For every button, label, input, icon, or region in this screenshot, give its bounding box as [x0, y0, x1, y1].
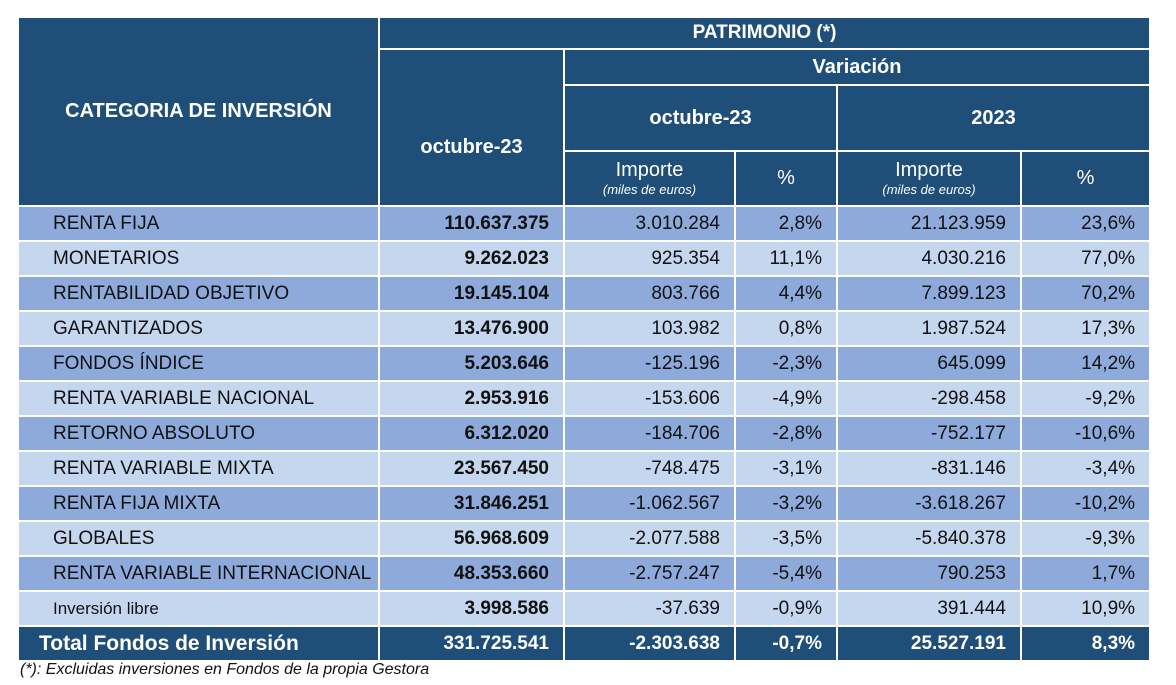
- year-importe-cell: -3.618.267: [837, 486, 1021, 521]
- variacion-header: Variación: [564, 49, 1150, 85]
- month-pct-cell: -4,9%: [735, 381, 837, 416]
- pct-label: %: [777, 167, 795, 189]
- month-pct-cell: -2,3%: [735, 346, 837, 381]
- total-category-cell: Total Fondos de Inversión: [18, 626, 379, 661]
- importe-unit-label: (miles de euros): [882, 181, 976, 197]
- category-cell: GARANTIZADOS: [18, 311, 379, 346]
- table-row: [18, 346, 1150, 381]
- year-importe-cell: 7.899.123: [837, 276, 1021, 311]
- variation-year-header: 2023: [837, 85, 1150, 151]
- month-importe-cell: 3.010.284: [564, 206, 735, 241]
- month-importe-cell: -1.062.567: [564, 486, 735, 521]
- table-row: [18, 521, 1150, 556]
- table-row: [18, 276, 1150, 311]
- year-pct-cell: -10,2%: [1021, 486, 1150, 521]
- pct-label: %: [1076, 167, 1095, 189]
- total-month-importe-cell: -2.303.638: [564, 626, 735, 661]
- year-pct-cell: 77,0%: [1021, 241, 1150, 276]
- category-cell: RENTA VARIABLE INTERNACIONAL: [18, 556, 379, 591]
- footnote: (*): Excluidas inversiones en Fondos de la propia Gestora: [20, 661, 430, 678]
- year-pct-cell: 23,6%: [1021, 206, 1150, 241]
- month-importe-cell: 103.982: [564, 311, 735, 346]
- month-pct-cell: -3,5%: [735, 521, 837, 556]
- year-importe-cell: -5.840.378: [837, 521, 1021, 556]
- year-pct-cell: -9,2%: [1021, 381, 1150, 416]
- month-importe-cell: -153.606: [564, 381, 735, 416]
- category-cell: RENTA FIJA MIXTA: [18, 486, 379, 521]
- table-row: [18, 206, 1150, 241]
- patrimonio-cell: 3.998.586: [379, 591, 564, 626]
- year-importe-cell: -752.177: [837, 416, 1021, 451]
- total-row: [18, 626, 1150, 661]
- month-importe-cell: -125.196: [564, 346, 735, 381]
- year-importe-cell: 790.253: [837, 556, 1021, 591]
- month-pct-cell: -2,8%: [735, 416, 837, 451]
- year-importe-cell: -831.146: [837, 451, 1021, 486]
- year-importe-cell: 645.099: [837, 346, 1021, 381]
- table-row: [18, 311, 1150, 346]
- importe-label: Importe: [895, 158, 963, 181]
- year-importe-cell: 1.987.524: [837, 311, 1021, 346]
- total-year-importe-cell: 25.527.191: [837, 626, 1021, 661]
- month-importe-cell: -2.077.588: [564, 521, 735, 556]
- category-cell: RENTA VARIABLE NACIONAL: [18, 381, 379, 416]
- patrimonio-header: PATRIMONIO (*): [379, 17, 1150, 49]
- table-row: [18, 416, 1150, 451]
- year-pct-cell: -9,3%: [1021, 521, 1150, 556]
- year-importe-cell: 21.123.959: [837, 206, 1021, 241]
- table-row: [18, 381, 1150, 416]
- month-importe-cell: -37.639: [564, 591, 735, 626]
- total-patrimonio-cell: 331.725.541: [379, 626, 564, 661]
- patrimonio-cell: 5.203.646: [379, 346, 564, 381]
- fund-table-container: [17, 16, 1149, 662]
- patrimonio-cell: 23.567.450: [379, 451, 564, 486]
- total-year-pct-cell: 8,3%: [1021, 626, 1150, 661]
- variation-month-header: octubre-23: [564, 85, 837, 151]
- category-cell: GLOBALES: [18, 521, 379, 556]
- year-importe-cell: 4.030.216: [837, 241, 1021, 276]
- month-importe-cell: 803.766: [564, 276, 735, 311]
- month-pct-cell: -3,1%: [735, 451, 837, 486]
- category-cell: RENTABILIDAD OBJETIVO: [18, 276, 379, 311]
- importe-unit-label: (miles de euros): [602, 181, 697, 197]
- category-column-header: CATEGORIA DE INVERSIÓN: [18, 17, 379, 206]
- month-importe-header: [564, 151, 735, 206]
- investment-funds-table: [17, 16, 1151, 662]
- year-pct-cell: 17,3%: [1021, 311, 1150, 346]
- month-pct-cell: -3,2%: [735, 486, 837, 521]
- patrimonio-cell: 56.968.609: [379, 521, 564, 556]
- patrimonio-cell: 31.846.251: [379, 486, 564, 521]
- table-row: [18, 556, 1150, 591]
- year-pct-cell: 14,2%: [1021, 346, 1150, 381]
- category-cell: RENTA VARIABLE MIXTA: [18, 451, 379, 486]
- category-cell: RENTA FIJA: [18, 206, 379, 241]
- table-row: [18, 451, 1150, 486]
- year-pct-cell: -3,4%: [1021, 451, 1150, 486]
- month-patrimonio-header: octubre-23: [379, 49, 564, 206]
- month-pct-header: [735, 151, 837, 206]
- patrimonio-cell: 19.145.104: [379, 276, 564, 311]
- category-cell: FONDOS ÍNDICE: [18, 346, 379, 381]
- patrimonio-cell: 2.953.916: [379, 381, 564, 416]
- importe-label: Importe: [615, 158, 684, 181]
- year-pct-header: [1021, 151, 1150, 206]
- month-importe-cell: -748.475: [564, 451, 735, 486]
- patrimonio-cell: 13.476.900: [379, 311, 564, 346]
- year-importe-cell: 391.444: [837, 591, 1021, 626]
- month-pct-cell: 0,8%: [735, 311, 837, 346]
- category-cell: MONETARIOS: [18, 241, 379, 276]
- total-month-pct-cell: -0,7%: [735, 626, 837, 661]
- month-pct-cell: 11,1%: [735, 241, 837, 276]
- table-row: [18, 591, 1150, 626]
- patrimonio-cell: 48.353.660: [379, 556, 564, 591]
- year-pct-cell: 10,9%: [1021, 591, 1150, 626]
- category-cell: Inversión libre: [18, 591, 379, 626]
- year-pct-cell: -10,6%: [1021, 416, 1150, 451]
- month-importe-cell: 925.354: [564, 241, 735, 276]
- month-pct-cell: -5,4%: [735, 556, 837, 591]
- table-row: [18, 486, 1150, 521]
- year-importe-cell: -298.458: [837, 381, 1021, 416]
- table-row: [18, 241, 1150, 276]
- category-cell: RETORNO ABSOLUTO: [18, 416, 379, 451]
- year-pct-cell: 1,7%: [1021, 556, 1150, 591]
- year-importe-header: [837, 151, 1021, 206]
- month-pct-cell: 2,8%: [735, 206, 837, 241]
- month-importe-cell: -184.706: [564, 416, 735, 451]
- month-pct-cell: 4,4%: [735, 276, 837, 311]
- patrimonio-cell: 6.312.020: [379, 416, 564, 451]
- month-pct-cell: -0,9%: [735, 591, 837, 626]
- month-importe-cell: -2.757.247: [564, 556, 735, 591]
- patrimonio-cell: 9.262.023: [379, 241, 564, 276]
- year-pct-cell: 70,2%: [1021, 276, 1150, 311]
- patrimonio-cell: 110.637.375: [379, 206, 564, 241]
